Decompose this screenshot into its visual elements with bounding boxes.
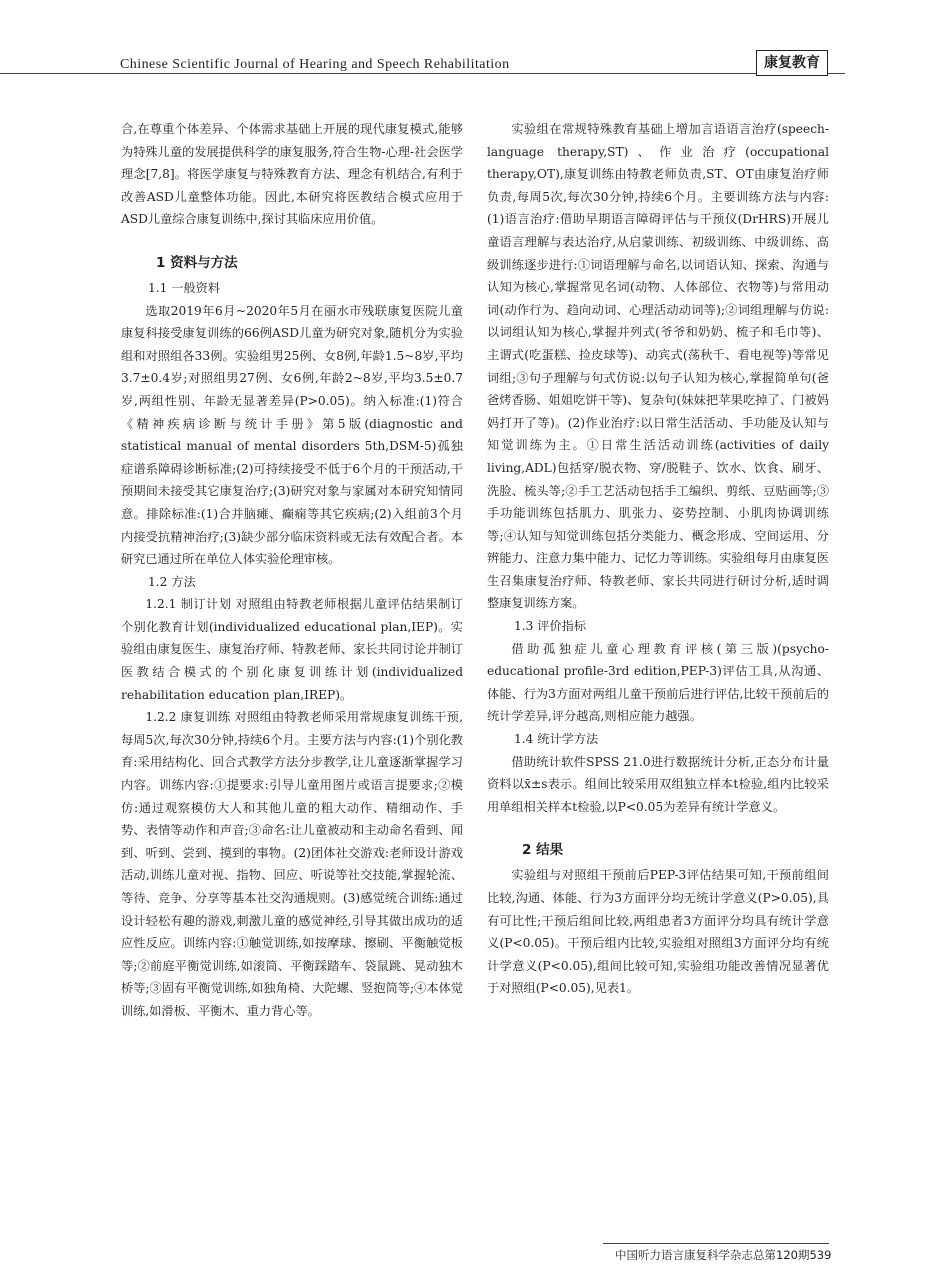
- page-header: [0, 0, 950, 80]
- statistics-paragraph: 借助统计软件SPSS 21.0进行数据统计分析,正态分布计量资料以x̄±s表示。组间比较采用双组独立样本t检验,组内比较采用单组相关样本t检验,以P<0.05为差异有统计学意义。: [487, 754, 829, 814]
- general-info-paragraph: 选取2019年6月~2020年5月在丽水市残联康复医院儿童康复科接受康复训练的66例ASD儿童为研究对象,随机分为实验组和对照组各33例。实验组男25例、女8例,年龄1.5~8岁,平均3.7±0.4岁;对照组男27例、女6例,年龄2~8岁,平均3.5±0.7岁,两组性别、年龄无显著差异(P>0.05)。纳入标准:(1)符合《精神疾病诊断与统计手册》第5版(diagnostic and statistical manual of mental disorders 5th,DSM-5)孤独症谱系障碍诊断标准;(2)可持续接受不低于6个月的干预活动,干预期间未接受其它康复治疗;(3)研究对象与家属对本研究知情同意。排除标准:(1)合并脑瘫、癫痫等其它疾病;(2)入组前3个月内接受抗精神治疗;(3)缺少部分临床资料或无法有效配合者。本研究已通过所在单位人体实验伦理审核。: [121, 303, 463, 567]
- footer-rule: [603, 1243, 829, 1244]
- intro-continued-paragraph: 合,在尊重个体差异、个体需求基础上开展的现代康复模式,能够为特殊儿童的发展提供科学的康复服务,符合生物-心理-社会医学理念[7,8]。将医学康复与特殊教育方法、理念有机结合,有利于改善ASD儿童整体功能。因此,本研究将医教结合模式应用于ASD儿童综合康复训练中,探讨其临床应用价值。: [121, 122, 463, 227]
- results-paragraph: 实验组与对照组干预前后PEP-3评估结果可知,干预前组间比较,沟通、体能、行为3方面评分均无统计学意义(P>0.05),具有可比性;干预后组间比较,两组患者3方面评分均具有统计学意义(P<0.05)。干预后组内比较,实验组对照组3方面评分均有统计学意义(P<0.05),组间比较可知,实验组功能改善情况显著优于对照组(P<0.05),见表1。: [487, 868, 829, 996]
- general-info-subheading: 1.1 一般资料: [148, 280, 221, 295]
- page-footer: 中国听力语言康复科学杂志总第120期539: [615, 1248, 832, 1262]
- evaluation-subheading: 1.3 评价指标: [514, 619, 587, 634]
- results-heading: 2 结果: [522, 842, 564, 859]
- section-badge: 康复教育: [756, 50, 828, 76]
- evaluation-paragraph: 借助孤独症儿童心理教育评核(第三版)(psycho-educational profile-3rd edition,PEP-3)评估工具,从沟通、体能、行为3方面对两组儿童干预前后进行评估,比较干预前后的统计学差异,评分越高,则相应能力越强。: [487, 641, 829, 724]
- right-column: [487, 118, 829, 1000]
- statistics-subheading: 1.4 统计学方法: [514, 732, 599, 747]
- left-column: [121, 118, 463, 1023]
- header-rule: [0, 73, 845, 74]
- plan-paragraph: 1.2.1 制订计划 对照组由特教老师根据儿童评估结果制订个别化教育计划(individualized educational plan,IEP)。实验组由康复医生、康复治疗师、特教老师、家长共同讨论并制订医教结合模式的个别化康复训练计划(individualized rehabilitation education plan,IREP)。: [121, 597, 463, 702]
- experimental-group-paragraph: 实验组在常规特殊教育基础上增加言语语言治疗(speech-language therapy,ST)、作业治疗(occupational therapy,OT),康复训练由特教老师负责,ST、OT由康复治疗师负责,每周5次,每次30分钟,持续6个月。主要训练方法与内容:(1)语言治疗:借助早期语言障碍评估与干预仪(DrHRS)开展儿童语言理解与表达治疗,从启蒙训练、初级训练、中级训练、高级训练逐步进行:①词语理解与命名,以词语认知、探索、沟通与认知为核心,掌握常见名词(动物、人体部位、衣物等)与常用动词(动作行为、趋向动词、心理活动动词等);②词组理解与仿说:以词组认知为核心,掌握并列式(爷爷和奶奶、梳子和毛巾等)、主谓式(吃蛋糕、捡皮球等)、动宾式(荡秋千、看电视等)等常见词组;③句子理解与句式仿说:以句子认知为核心,掌握简单句(爸爸烤香肠、姐姐吃饼干等)、复杂句(妹妹把苹果吃掉了、门被妈妈打开了等)。(2)作业治疗:以日常生活活动、手功能及认知与知觉训练为主。①日常生活活动训练(activities of daily living,ADL)包括穿/脱衣物、穿/脱鞋子、饮水、饮食、刷牙、洗脸、梳头等;②手工艺活动包括手工编织、剪纸、豆贴画等;③手功能训练包括肌力、肌张力、姿势控制、小肌肉协调训练等;④认知与知觉训练包括分类能力、概念形成、空间运用、分辨能力、注意力集中能力、记忆力等训练。实验组每月由康复医生召集康复治疗师、特教老师、家长共同进行研讨分析,适时调整康复训练方案。: [487, 122, 829, 611]
- methods-heading: 1 资料与方法: [156, 254, 238, 271]
- journal-name: Chinese Scientific Journal of Hearing and Speech Rehabilitation: [120, 57, 510, 72]
- method-subheading: 1.2 方法: [148, 574, 196, 589]
- training-paragraph: 1.2.2 康复训练 对照组由特教老师采用常规康复训练干预,每周5次,每次30分钟,持续6个月。主要方法与内容:(1)个别化教育:采用结构化、回合式教学方法分步教学,让儿童逐渐掌握学习内容。训练内容:①提要求:引导儿童用图片或语言提要求;②模仿:通过观察模仿大人和其他儿童的粗大动作、精细动作、手势、表情等动作和声音;③命名:让儿童被动和主动命名看到、闻到、听到、尝到、摸到的事物。(2)团体社交游戏:老师设计游戏活动,训练儿童对视、指物、回应、听说等社交技能,掌握轮流、等待、竞争、分享等基本社交沟通规则。(3)感觉统合训练:通过设计轻松有趣的游戏,刺激儿童的感觉神经,引导其做出成功的适应性反应。训练内容:①触觉训练,如按摩球、擦刷、平衡触觉板等;②前庭平衡觉训练,如滚筒、平衡踩踏车、袋鼠跳、晃动独木桥等;③固有平衡觉训练,如独角椅、大陀螺、竖抱筒等;④本体觉训练,如滑板、平衡木、重力背心等。: [121, 710, 463, 1018]
